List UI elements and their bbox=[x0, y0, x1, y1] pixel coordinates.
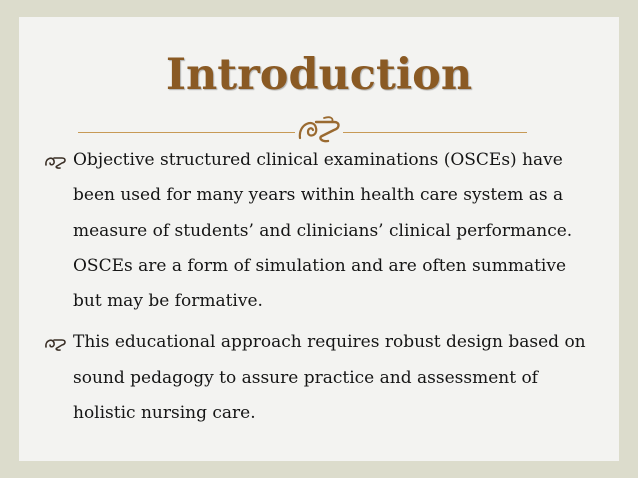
swirl-bullet-icon bbox=[44, 337, 68, 351]
bullet-text: Objective structured clinical examinations (OSCEs) have been used for many years within health care system as a measure of students’ and clinicians’ clinical performance. OSCEs are a form of simulation and are often summative but may be formative. bbox=[73, 150, 573, 312]
bullet-text: This educational approach requires robust design based on sound pedagogy to assure practice and assessment of holistic nursing care. bbox=[73, 332, 586, 424]
flourish-icon bbox=[294, 114, 344, 146]
title-divider-right bbox=[343, 132, 527, 133]
swirl-bullet-icon bbox=[44, 155, 68, 169]
slide-title: Introduction bbox=[165, 50, 473, 100]
list-item bbox=[44, 143, 589, 319]
list-item bbox=[44, 325, 589, 431]
bullet-list bbox=[44, 143, 589, 437]
title-divider-left bbox=[78, 132, 295, 133]
